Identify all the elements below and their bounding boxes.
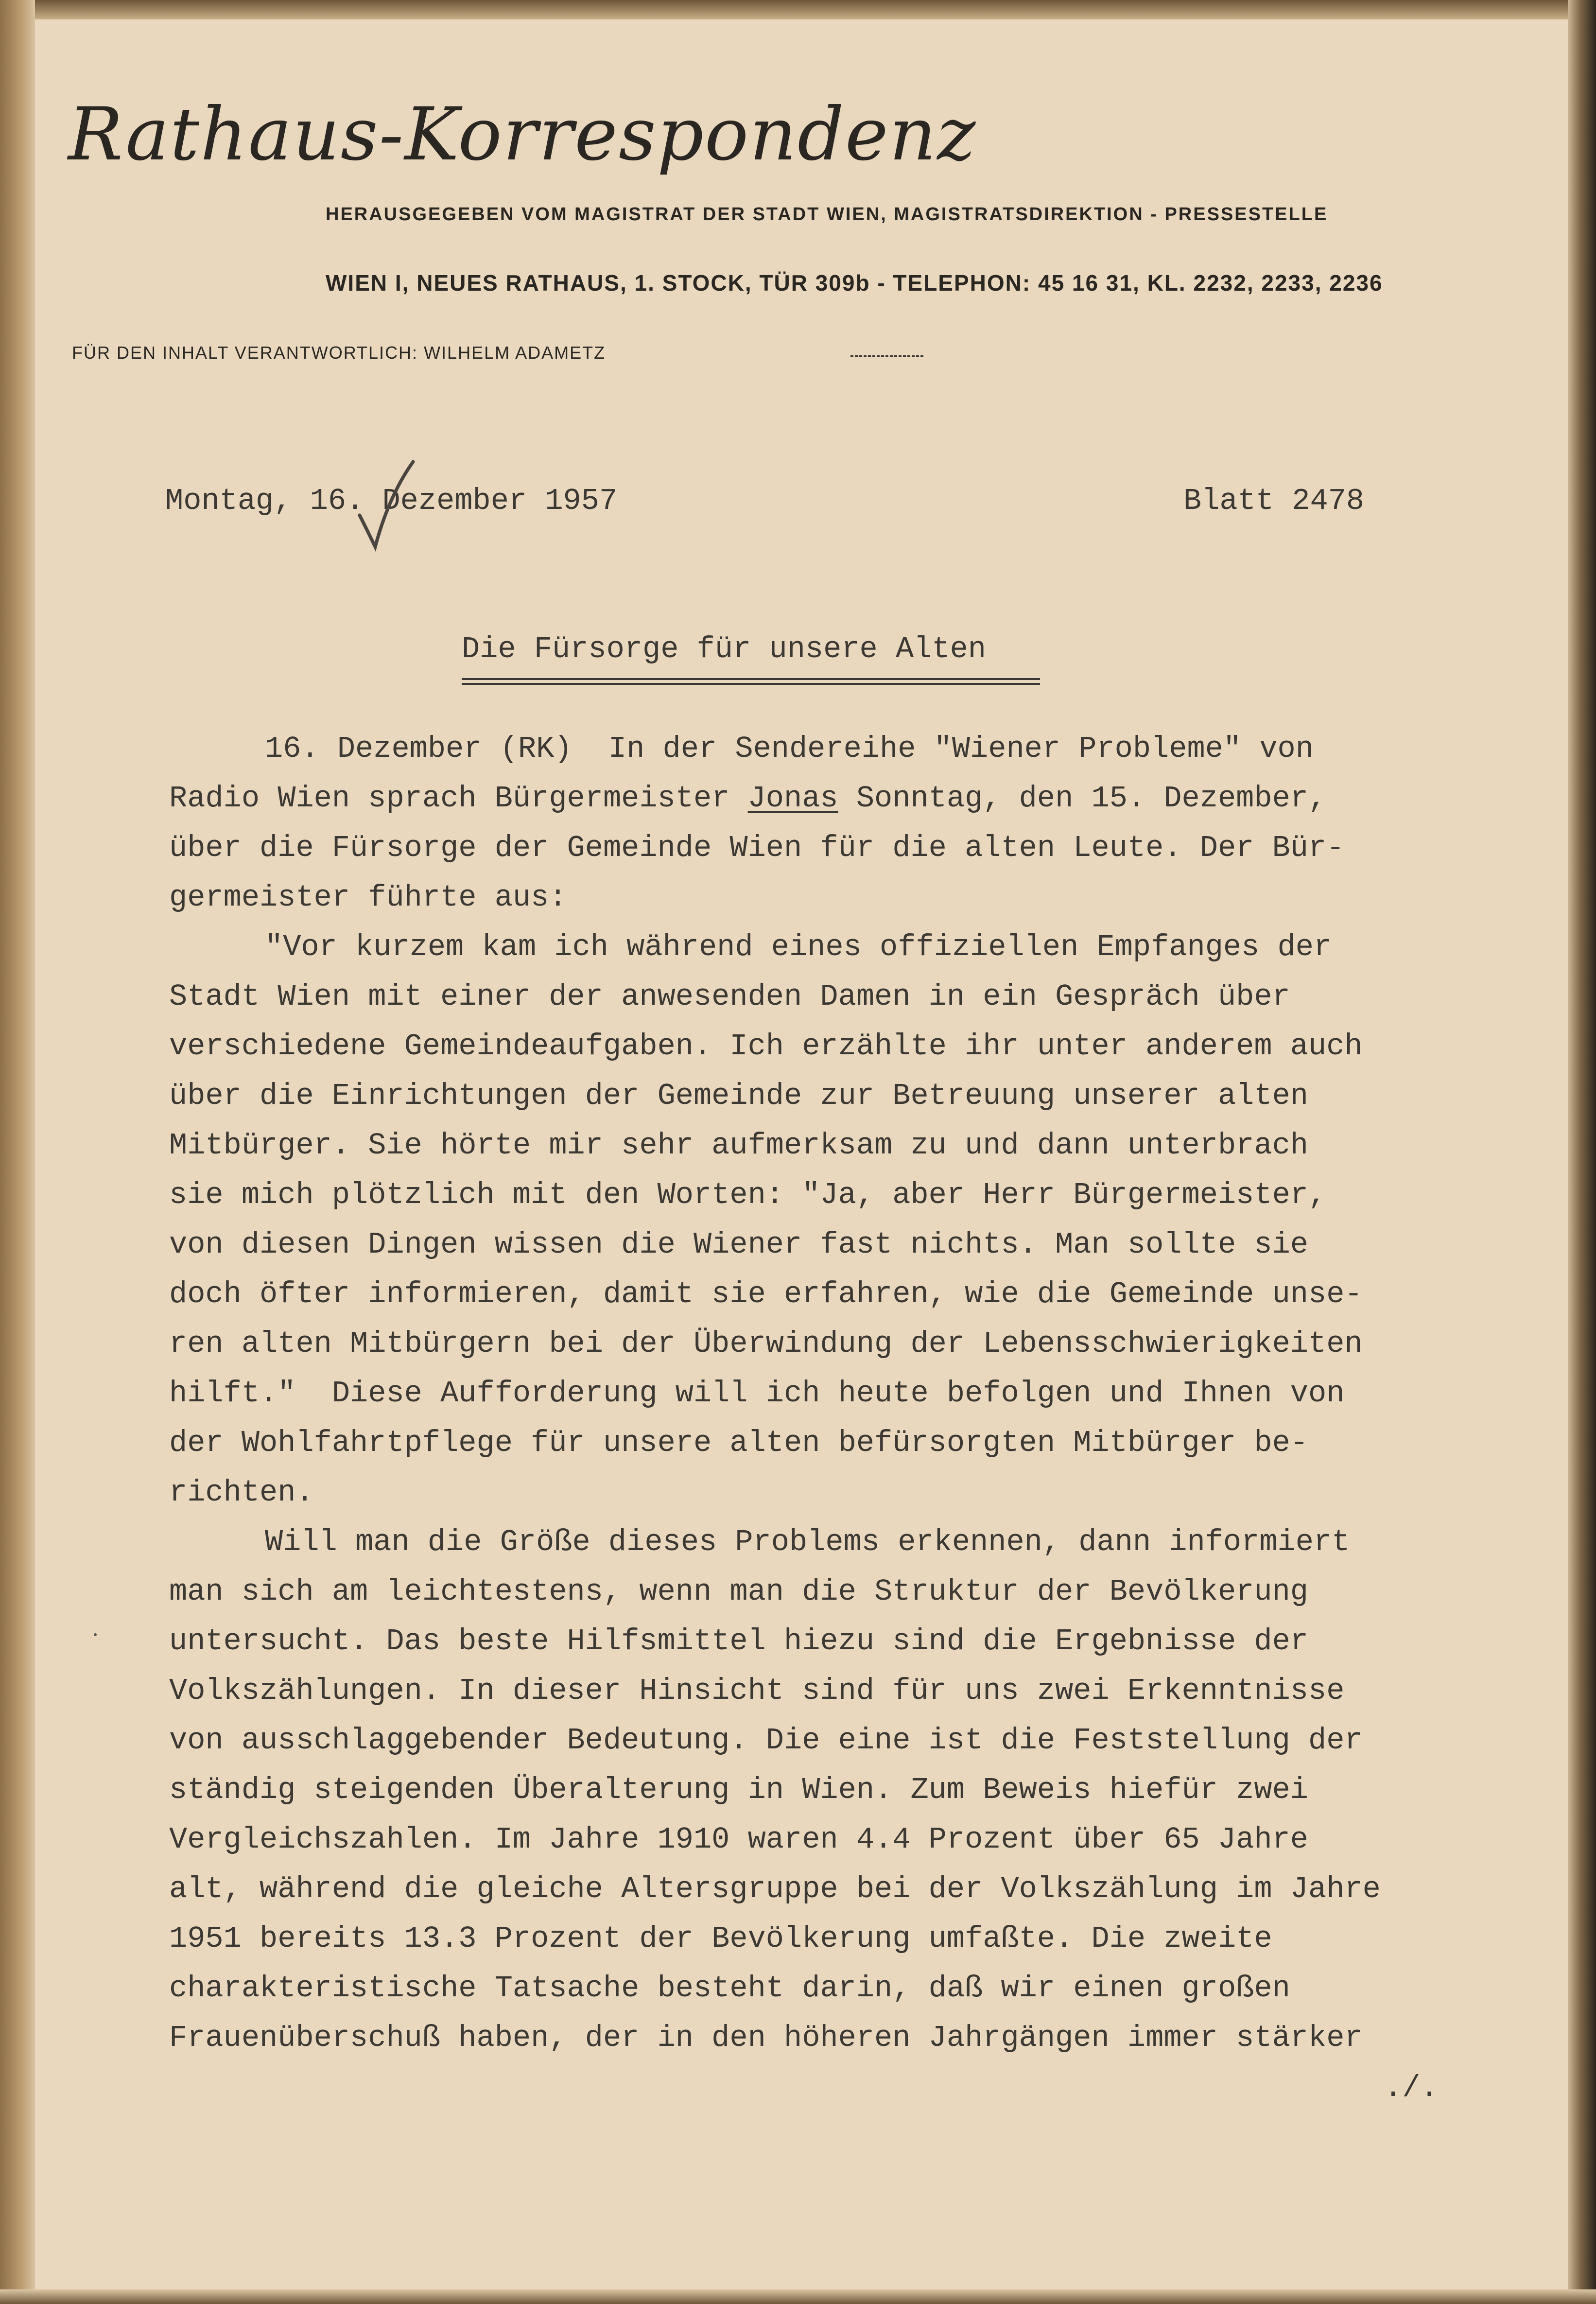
body-line: alt, während die gleiche Altersgruppe bei der Volkszählung im Jahre bbox=[169, 1872, 1381, 1906]
checkmark-icon bbox=[350, 457, 428, 554]
body-line: Vergleichszahlen. Im Jahre 1910 waren 4.4 Prozent über 65 Jahre bbox=[169, 1822, 1308, 1857]
name-jonas-underlined: Jonas bbox=[747, 781, 838, 816]
body-line: über die Fürsorge der Gemeinde Wien für die alten Leute. Der Bür- bbox=[169, 831, 1345, 865]
body-line: 16. Dezember (RK) In der Sendereihe "Wiener Probleme" von bbox=[265, 732, 1314, 766]
body-line: von ausschlaggebender Bedeutung. Die eine ist die Feststellung der bbox=[169, 1723, 1363, 1758]
body-line: über die Einrichtungen der Gemeinde zur Betreuung unserer alten bbox=[169, 1079, 1308, 1113]
header-dash-rule bbox=[850, 355, 923, 357]
page-edge-right bbox=[1568, 0, 1596, 2304]
margin-speck bbox=[94, 1633, 97, 1636]
body-line: "Vor kurzem kam ich während eines offiziellen Empfanges der bbox=[265, 930, 1332, 964]
body-line: man sich am leichtestens, wenn man die Struktur der Bevölkerung bbox=[169, 1574, 1308, 1609]
body-line: ren alten Mitbürgern bei der Überwindung der Lebensschwierigkeiten bbox=[169, 1327, 1363, 1361]
page-edge-left bbox=[0, 0, 35, 2304]
masthead-logo: Rathaus-Korrespondenz bbox=[68, 92, 977, 177]
page-edge-bottom bbox=[0, 2289, 1596, 2304]
body-line: Stadt Wien mit einer der anwesenden Damen in ein Gespräch über bbox=[169, 979, 1290, 1014]
body-line: 1951 bereits 13.3 Prozent der Bevölkerung umfaßte. Die zweite bbox=[169, 1921, 1272, 1956]
publisher-line: HERAUSGEGEBEN VOM MAGISTRAT DER STADT WIEN, MAGISTRATSDIREKTION - PRESSESTELLE bbox=[326, 204, 1328, 225]
title-double-underline bbox=[462, 678, 1040, 685]
body-line: richten. bbox=[169, 1475, 314, 1510]
body-line: Will man die Größe dieses Problems erkennen, dann informiert bbox=[265, 1525, 1350, 1559]
body-line: Frauenüberschuß haben, der in den höheren Jahrgängen immer stärker bbox=[169, 2021, 1363, 2055]
sheet-number: Blatt 2478 bbox=[1183, 484, 1365, 518]
date-line: Montag, 16. Dezember 1957 bbox=[165, 484, 618, 518]
responsible-line: FÜR DEN INHALT VERANTWORTLICH: WILHELM ADAMETZ bbox=[72, 343, 606, 363]
continuation-mark: ./. bbox=[1384, 2071, 1439, 2105]
body-line: Radio Wien sprach Bürgermeister Jonas Sonntag, den 15. Dezember, bbox=[169, 781, 1327, 816]
page-edge-top bbox=[0, 0, 1596, 19]
body-line: sie mich plötzlich mit den Worten: "Ja, aber Herr Bürgermeister, bbox=[169, 1178, 1327, 1212]
body-line: hilft." Diese Aufforderung will ich heute befolgen und Ihnen von bbox=[169, 1376, 1345, 1411]
address-line: WIEN I, NEUES RATHAUS, 1. STOCK, TÜR 309b - TELEPHON: 45 16 31, KL. 2232, 2233, 2236 bbox=[326, 270, 1383, 296]
body-line: germeister führte aus: bbox=[169, 880, 567, 915]
article-title: Die Fürsorge für unsere Alten bbox=[462, 632, 986, 666]
body-line: doch öfter informieren, damit sie erfahren, wie die Gemeinde unse- bbox=[169, 1277, 1363, 1311]
body-line: der Wohlfahrtpflege für unsere alten befürsorgten Mitbürger be- bbox=[169, 1426, 1308, 1460]
body-line: Volkszählungen. In dieser Hinsicht sind für uns zwei Erkenntnisse bbox=[169, 1674, 1345, 1708]
body-line: charakteristische Tatsache besteht darin, daß wir einen großen bbox=[169, 1971, 1290, 2006]
body-line: Mitbürger. Sie hörte mir sehr aufmerksam zu und dann unterbrach bbox=[169, 1128, 1308, 1163]
body-line: verschiedene Gemeindeaufgaben. Ich erzählte ihr unter anderem auch bbox=[169, 1029, 1363, 1064]
body-line: ständig steigenden Überalterung in Wien. Zum Beweis hiefür zwei bbox=[169, 1773, 1308, 1807]
body-line: untersucht. Das beste Hilfsmittel hiezu sind die Ergebnisse der bbox=[169, 1624, 1308, 1658]
body-line: von diesen Dingen wissen die Wiener fast nichts. Man sollte sie bbox=[169, 1227, 1308, 1262]
